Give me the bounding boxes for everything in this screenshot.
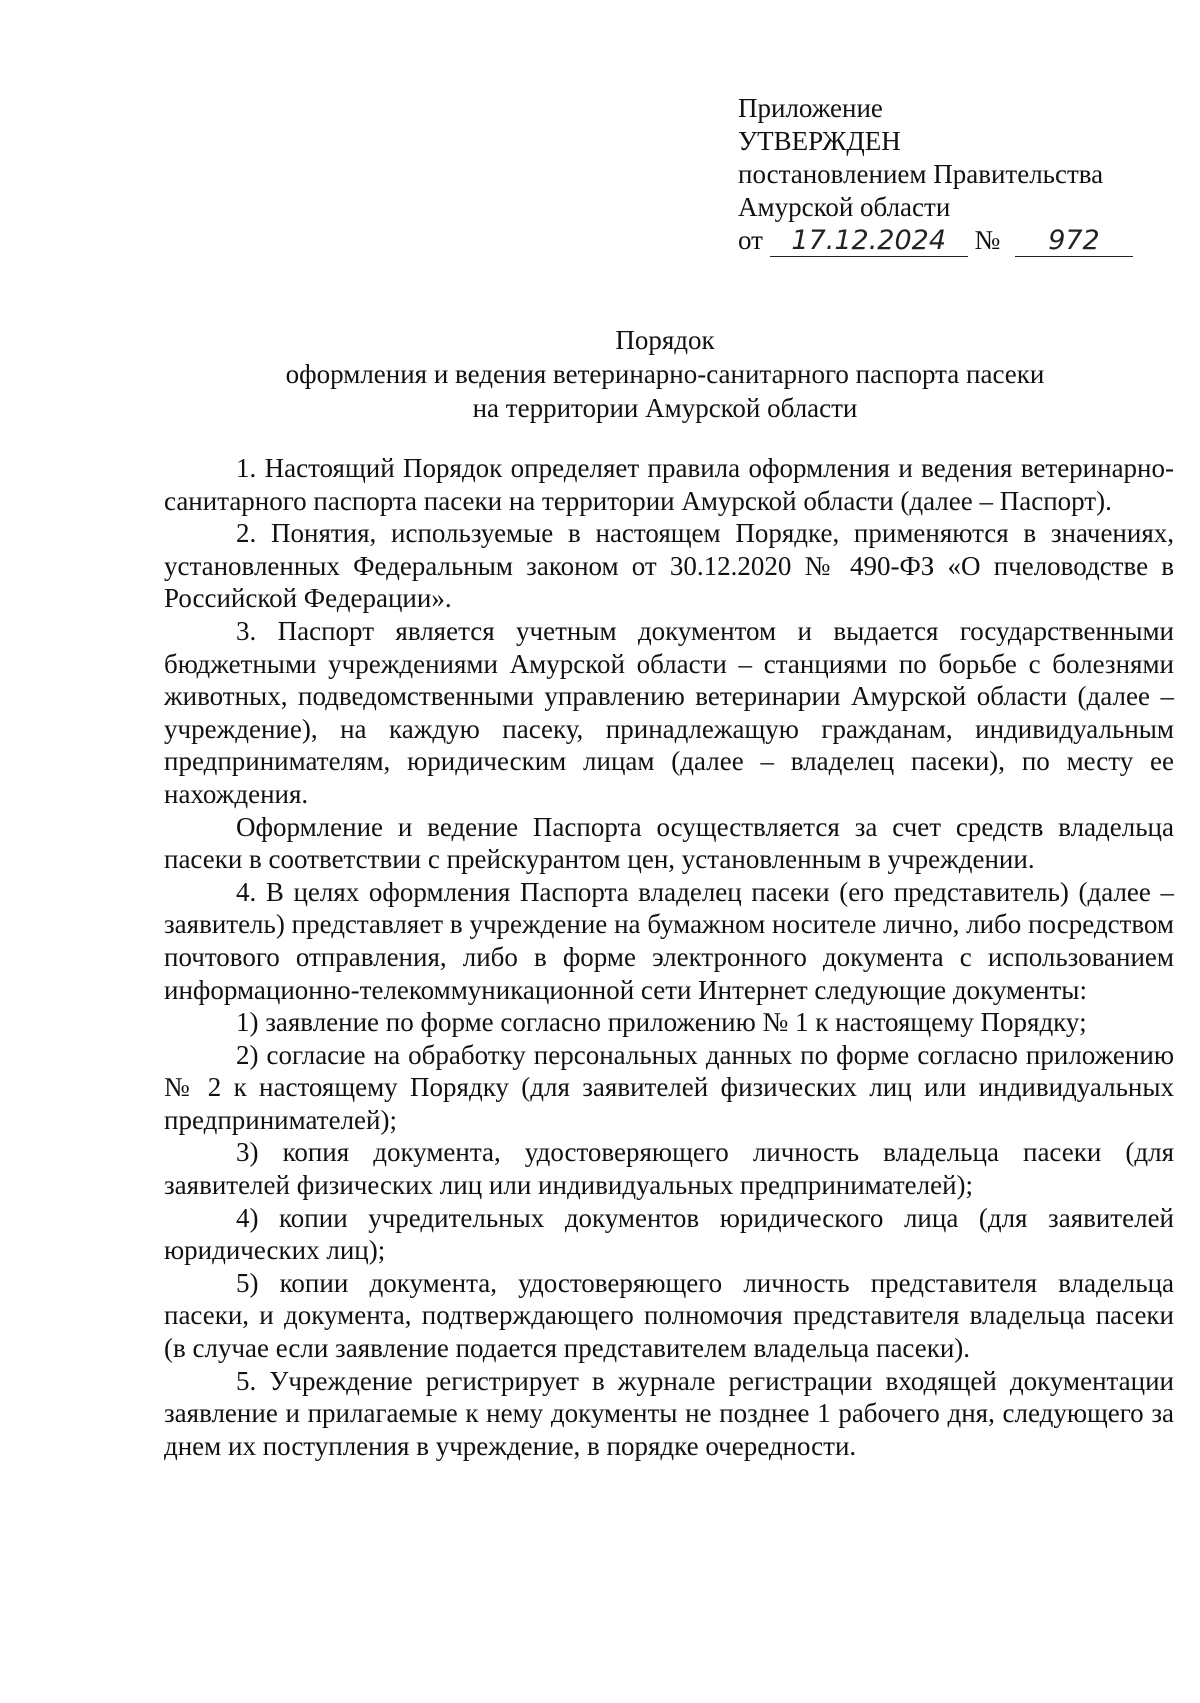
- document-body: [164, 452, 1174, 1462]
- title-line-1: Порядок: [615, 325, 715, 355]
- paragraph-5: 5. Учреждение регистрирует в журнале регистрации входящей документации заявление и прилагаемые к нему документы не позднее 1 рабочего дня, следующего за днем их поступления в учреждение, в порядке очередности.: [164, 1365, 1174, 1461]
- paragraph-4-item-1: 1) заявление по форме согласно приложению № 1 к настоящему Порядку;: [236, 1007, 1087, 1038]
- paragraph-4: 4. В целях оформления Паспорта владелец пасеки (его представитель) (далее – заявитель) представляет в учреждение на бумажном носителе лично, либо посредством почтового отправления, либо в форме электронного документа с использованием информационно-телекоммуникационной сети Интернет следующие документы:: [164, 876, 1174, 1005]
- paragraph-1: 1. Настоящий Порядок определяет правила оформления и ведения ветеринарно-санитарного паспорта пасеки на территории Амурской области (далее – Паспорт).: [164, 453, 1174, 516]
- approval-appendix-label: Приложение: [738, 93, 883, 123]
- approval-approved-label: УТВЕРЖДЕН: [738, 126, 901, 156]
- paragraph-2: 2. Понятия, используемые в настоящем Порядке, применяются в значениях, установленных Федеральным законом от 30.12.2020 № 490-ФЗ «О пчеловодстве в Российской Федерации».: [164, 518, 1174, 614]
- handwritten-date: 17.12.2024: [770, 226, 968, 257]
- paragraph-4-item-3: 3) копия документа, удостоверяющего личность владельца пасеки (для заявителей физических лиц или индивидуальных предпринимателей);: [164, 1137, 1174, 1201]
- paragraph-4-item-4: 4) копии учредительных документов юридического лица (для заявителей юридических лиц);: [164, 1202, 1174, 1266]
- approval-region-label: Амурской области: [738, 192, 951, 222]
- number-sign: №: [974, 225, 1001, 255]
- handwritten-number: 972: [1015, 226, 1133, 257]
- date-prefix: от: [738, 225, 763, 255]
- approval-resolution-label: постановлением Правительства: [738, 159, 1104, 189]
- approval-date-line: [738, 224, 1158, 257]
- document-title: [160, 323, 1170, 425]
- title-line-3: на территории Амурской области: [472, 393, 858, 423]
- title-line-2: оформления и ведения ветеринарно-санитарного паспорта пасеки: [285, 359, 1045, 389]
- paragraph-3-funding: Оформление и ведение Паспорта осуществляется за счет средств владельца пасеки в соответствии с прейскурантом цен, установленным в учреждении.: [164, 811, 1174, 875]
- paragraph-3: 3. Паспорт является учетным документом и выдается государственными бюджетными учреждениями Амурской области – станциями по борьбе с болезнями животных, подведомственными управлению ветеринарии Амурской области (далее – учреждение), на каждую пасеку, принадлежащую гражданам, индивидуальным предпринимателям, юридическим лицам (далее – владелец пасеки), по месту ее нахождения.: [164, 615, 1174, 809]
- approval-block: [738, 92, 1158, 257]
- paragraph-4-item-2: 2) согласие на обработку персональных данных по форме согласно приложению № 2 к настоящему Порядку (для заявителей физических лиц или индивидуальных предпринимателей);: [164, 1039, 1174, 1135]
- paragraph-4-item-5: 5) копии документа, удостоверяющего личность представителя владельца пасеки, и документа, подтверждающего полномочия представителя владельца пасеки (в случае если заявление подается представителем владельца пасеки).: [164, 1267, 1174, 1364]
